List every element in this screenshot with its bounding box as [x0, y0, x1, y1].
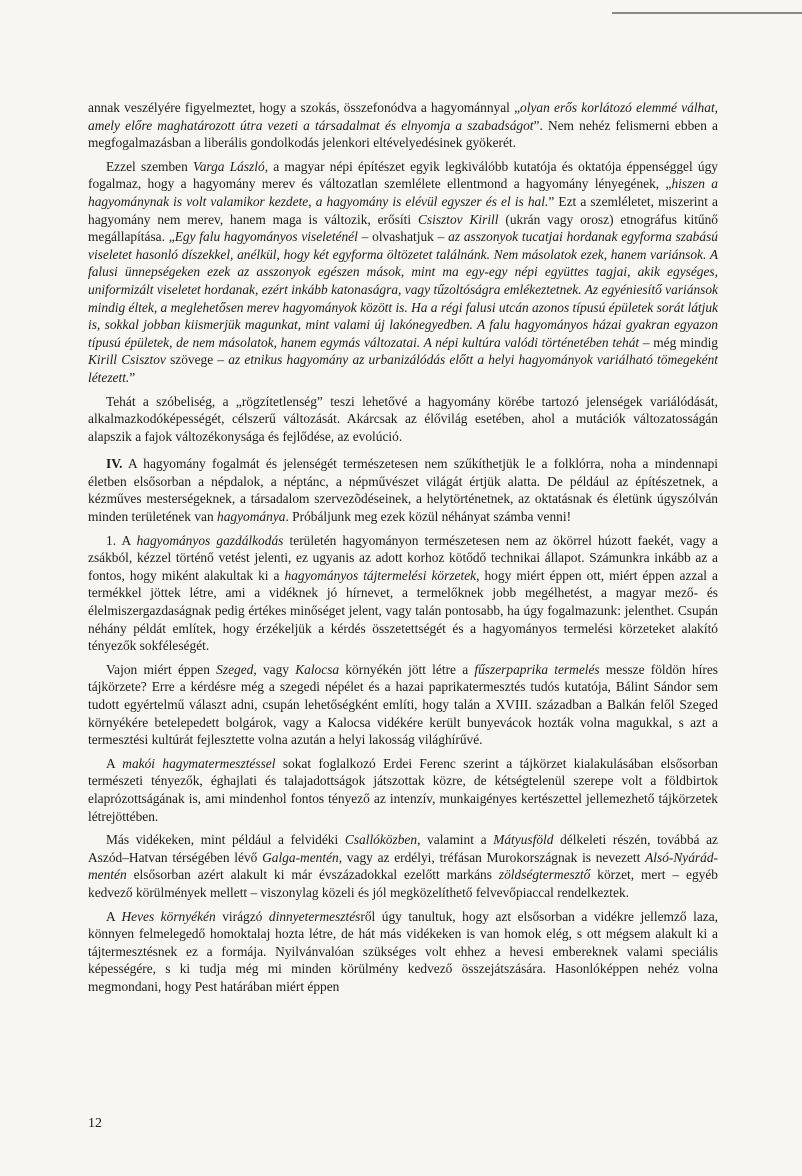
- italic-span: Kirill Csisztov: [88, 352, 166, 368]
- italic-span: hagyománya: [217, 509, 286, 525]
- italic-span: Alsó-Nyárád-mentén: [88, 849, 718, 883]
- text-span: (ukrán vagy orosz) etnográfus kitűnő megállapítása. „: [88, 211, 718, 245]
- italic-span: hiszen a hagyománynak is volt valamikor kezdete, a hagyomány is elévül egyszer és el is hal.: [88, 176, 718, 209]
- text-span: sokat foglalkozó Erdei Ferenc szerint a tájkörzet kialakulásában elsősorban természeti tényezők, éghajlati és talajadottságok játszottak közre, de kétségtelenül szerepe volt a földbirtok elaprózottságának is, ami mindenhol fontos tényező az intenzív, munkaigényes kertészettel jellemezhető tájkörzetek létrejöttében.: [88, 755, 718, 824]
- text-span: . Próbáljunk meg ezek közül néhányat számba venni!: [285, 509, 572, 525]
- text-span: Tehát a szóbeliség, a „rögzítetlenség” teszi lehetővé a hagyomány körébe tartozó jelenségek variálódását, alkalmazkodóképességét, célszerű változását. Akárcsak az élővilág esetében, ahol a mutációk változatosságán alapszik a fajok változékonysága és fejlődése, az evolúció.: [88, 393, 718, 444]
- italic-span: Egy falu hagyományos viseleténél: [174, 229, 358, 245]
- text-span: ről úgy tanultuk, hogy azt elsősorban a vidékre jellemző laza, könnyen felmelegedő homoktalaj hozta létre, de hát más vidékeken is van homok elég, s ott mégsem alakult ki a tájtermesztésnek ez a formája. Nyilvánvalóan szükséges volt ehhez a hevesi embereknek valami speciális képességére, s ki tudja még mi minden körülmény kedvező összejátszására. Hasonlóképpen nehéz volna megmondani, hogy Pest határában miért éppen: [88, 908, 719, 994]
- italic-span: hagyományos tájtermelési körzetek: [284, 567, 477, 583]
- text-span: A hagyomány fogalmát és jelenségét természetesen nem szűkíthetjük le a folklórra, noha a mindennapi életben elsősorban a népdalok, a néptánc, a népművészet világát értjük alatta. De például az építészetnek, a kézműves mesterségeknek, a társadalom szervezõdéseinek, a helytörténetnek, az oktatásnak és életünk úgyszólván minden területének van: [88, 456, 718, 525]
- italic-span: az etnikus hagyomány az urbanizálódás előtt a helyi hagyományok variálható tömegeként létezett.: [88, 352, 719, 385]
- text-span: területén hagyományon természetesen nem az ökörrel húzott faekét, vagy a zsákból, kézzel történő vetést jelenti, ez ugyanis az adott korhoz kötődő technikai állapot. Számunkra inkább az a fontos, hogy miként alakultak ki a: [88, 532, 718, 583]
- text-span: , hogy miért éppen ott, miért éppen azzal a termékkel jöttek létre, ami a vidéknek jó hírnevet, a termelőknek jobb megélhetést, a magyar mező- és élelmiszergazdaságnak pedig értékes minőséget jelent, vagy talán pontosabb, ha úgy fogalmazunk: jelenthet. Csupán néhány példát említek, hogy érzékeljük a kérdés összetettségét és a hagyományos termelési körzeteket alakító tényezők sokféleségét.: [88, 567, 718, 654]
- italic-span: Szeged: [216, 661, 254, 677]
- text-span: – olvashatjuk –: [357, 229, 449, 245]
- page-number: 12: [88, 1116, 102, 1131]
- paragraph: [88, 908, 718, 996]
- text-span: körzet, mert – egyéb kedvező körülmények mellett – viszonylag közeli és jól megközelíthető felvevőpiaccal rendelkeztek.: [88, 867, 718, 900]
- text-span: környékén jött létre a: [339, 661, 475, 677]
- text-span: , a magyar népi építészet egyik legkiválóbb kutatója és oktatója éppenséggel úgy fogalmaz, hogy a hagyomány merev és változatlan szemlélete ellentmond a hagyomány lényegének, „: [88, 158, 718, 192]
- italic-span: Heves környékén: [121, 908, 216, 924]
- italic-span: Mátyusföld: [493, 832, 554, 848]
- italic-span: olyan erős korlátozó elemmé válhat, amely előre maghatározott útra vezeti a társadalmat és elnyomja a szabadságot: [88, 100, 719, 133]
- bold-span: IV.: [106, 456, 123, 472]
- text-span: szövege –: [165, 352, 229, 368]
- text-span: , valamint a: [417, 832, 494, 848]
- paragraph: [88, 755, 718, 825]
- paragraph: [88, 393, 718, 446]
- text-span: – még mindig: [639, 334, 718, 350]
- italic-span: Galga-mentén: [262, 849, 339, 865]
- page-body-text: [88, 99, 718, 1002]
- text-span: 1. A: [106, 532, 137, 548]
- text-span: , vagy: [253, 661, 296, 677]
- paragraph: [88, 661, 718, 749]
- text-span: ”. Nem nehéz felismerni ebben a megfogalmazásban a liberális gondolkodás jelenkori eltévelyedésinek gyökerét.: [88, 117, 718, 151]
- text-span: elsősorban azért alakult ki már évszázadokkal ezelőtt markáns: [126, 867, 499, 883]
- text-span: Ezzel szemben: [106, 158, 193, 174]
- paragraph: [88, 158, 718, 387]
- paragraph: [88, 99, 718, 152]
- text-span: messze földön híres tájkörzete? Erre a kérdésre még a szegedi népélet és a hazai paprikatermesztés tudós kutatója, Bálint Sándor sem tudott egyértelmű választ adni, csupán lehetőségként említi, hogy talán a XVIII. században a Balkán felől Szeged környékére betelepedett bolgárok, vagy a Kalocsa vidékére került bunyevácok hozták volna magukkal, s azt a termesztési kultúrát fejlesztette volna azután a helyi lakosság világhírűvé.: [88, 661, 718, 748]
- italic-span: Csallóközben: [344, 832, 418, 848]
- text-span: Vajon miért éppen: [106, 661, 217, 677]
- italic-span: Csisztov Kirill: [417, 211, 499, 227]
- text-span: annak veszélyére figyelmeztet, hogy a szokás, összefonódva a hagyománnyal „: [88, 100, 521, 115]
- italic-span: makói hagymatermesztéssel: [122, 755, 276, 771]
- text-span: virágzó: [215, 908, 269, 924]
- italic-span: zöldségtermesztő: [498, 867, 591, 883]
- text-span: Más vidékeken, mint például a felvidéki: [106, 832, 345, 848]
- italic-span: az asszonyok tucatjai hordanak egyforma szabású viseletet hasonló díszekkel, anélkül, hogy két egyforma öltözetet találnánk. Nem másolatok ezek, hanem variánsok. A falusi ünnepségeken ezek az asszonyok egészen mások, mint ma egy-egy népi együttes tagjai, akik egységes, uniformizált viseletet hordanak, ezért inkább katonaságra, vagy tűzoltóságra emlékeztetnek. Az egyéniesítő variánsok mindig éltek, a meglehetősen merev hagyományok között is. Ha a régi falusi utcán azonos típusú épületek sorát látjuk is, sokkal jobban kiismerjük magunkat, mint valami új lakónegyedben. A falu hagyományos házai gyakran egyazon típusú épületek, de nem másolatok, hanem egymás változatai. A népi kultúra valódi történetében tehát: [88, 229, 718, 350]
- italic-span: Kalocsa: [295, 661, 340, 677]
- text-span: ”: [129, 369, 136, 385]
- text-span: , vagy az erdélyi, tréfásan Murokországnak is nevezett: [338, 849, 646, 865]
- paragraph: [88, 455, 718, 525]
- text-span: A: [106, 755, 123, 771]
- italic-span: fűszerpaprika termelés: [474, 661, 600, 677]
- top-edge-line: [612, 12, 802, 14]
- text-span: délkeleti részén, továbbá az Aszód–Hatvan térségében lévő: [88, 832, 719, 865]
- text-span: A: [106, 908, 122, 924]
- paragraph: [88, 831, 718, 901]
- italic-span: hagyományos gazdálkodás: [136, 532, 284, 548]
- italic-span: dinnyetermesztés: [268, 908, 361, 924]
- paragraph: [88, 532, 718, 655]
- text-span: ” Ezt a szemléletet, miszerint a hagyomány nem merev, hanem maga is változik, erősíti: [88, 193, 718, 227]
- italic-span: Varga László: [193, 158, 265, 174]
